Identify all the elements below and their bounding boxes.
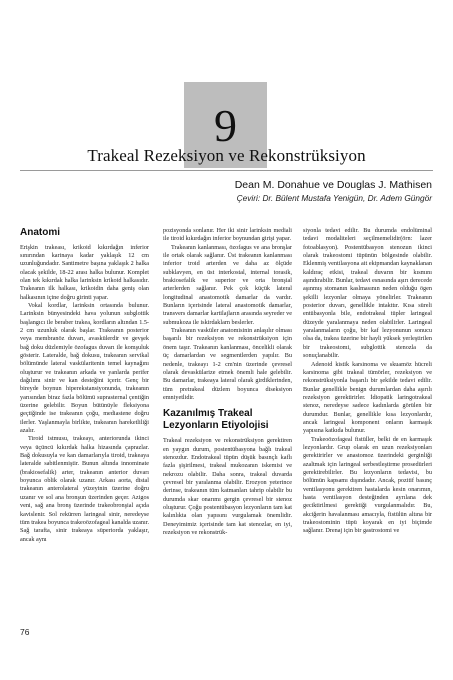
section-heading-etiology: Kazanılmış Trakeal Lezyonların Etiyolojisi [163,408,269,431]
chapter-translators: Çeviri: Dr. Bülent Mustafa Yenigün, Dr. Adem Güngör [236,193,432,203]
paragraph: Erişkin trakeası, krikoid kıkırdağın inferior sınırından karinaya kadar yaklaşık 12 cm uzunluğundadır. Santimetre başına yaklaşık 2 halka olacak şekilde, 18-22 arası halka bulunur. Komplet olan tek kıkırdak halka larinksin krikoid halkasıdır. Trakeanın ilk halkası, krikoidin daha geniş olan halkasının içine doğru girinti yapar. [20,243,149,301]
chapter-authors: Dean M. Donahue ve Douglas J. Mathisen [234,179,432,191]
chapter-number: 9 [214,99,237,151]
paragraph: Adenoid kistik karsinoma ve skuamöz hücreli karsinoma gibi trakeal tümörler, rezeksiyon ve rekonstrüksiyonla başarılı bir şekilde tedavi edilir. Bunlar genellikle benign durumlardan daha aşırılı rezeksiyon gerektirirler. İdiopatik laringotrakeal stenoz, neredeyse sadece kadınlarda görülen bir durumdur. Bunlar, genellikle kısa lezyonlardır, ancak laringeal komponent onların karmaşık yapısına katkıda bulunur. [303,360,432,435]
paragraph: Vokal kordlar, larinksin ortasında bulunur. Larinksin bünyesindeki hava yolunun subglottik başlangıcı ile beraber trakea, kordların altından 1.5-2 cm uzunluk olarak başlar. Trakeanın posterior veya membranöz duvarı, avaskülerdir ve gevşek bağ doku düzlemiyle özofagus duvarı ile komşuluk gösterir. Lateralde, bağ dokusu, trakeanın servikal bölümünde lateral vaskülaritenin temel kaynağını oluşturur ve trakeanın arkada ve yanlarda perifer dağılımı sinir ve kan desteğini içerir. Genç bir bireyde boynun hiperekstansiyonunda, trakeanın yarısından biraz fazla bölümü suprasternal çentiğin üzerine gelebilir. Boyun bütünüyle fleksiyona geçtiğinde ise trakeanın çoğu, mediastene doğru ilerler. Yaşlanmayla birlikte, trakeanın hareketliliği azalır. [20,301,149,435]
paragraph: pozisyonda sonlanır. Her iki sinir larinksin mediali ile tiroid kıkırdağın inferior boynundan girişi yapar. [163,227,292,243]
paragraph: Tiroid istmusu, trakeayı, anteriorunda ikinci veya üçüncü kıkırdak halka hizasında çaprazlar. Bağ dokusuyla ve kan damarlarıyla tiroid, trakeaya lateralde sabitlenmiştir. Bunun altında innominate (brakiosefalik) arter, trakeanın anterior duvarı boyunca oblik olarak uzanır. Arkası aorta, distal trakeanın anterolateral yüzeyinin üzerine doğru uzanır ve sol ana bronşun üzerinden geçer. Azigos veni, sağ ana bronş üzerinde trakeobronşial açıda kavislenir. Sol rekürren laringeal sinir, neredeyse tüm trakea boyunca trakeoözofageal kanalda uzanır. Sağ tarafta, sinir trakeaya süperiorda yaklaşır, ancak aynı [20,435,149,543]
paragraph: Trakeoözofageal fistüller, belki de en karmaşık lezyonlardır. Grup olarak en uzun rezeksiyonları gerektirirler ve anastomoz üzerindeki gerginliği azaltmak için laringeal serbestleştirme prosedürleri gerektirebilirler. Bu lezyonların tedavisi, bu bölümün kapsamı dışındadır. Ancak, pozitif basınç ventilasyonu gerektiren hastalarda kesin onarımın, hasta ventilasyon desteğinden ayrılana dek geciktirilmesi gerektiği vurgulanmalıdır. Bu, akciğerin havalanması amacıyla, fistülün altına bir trakeostominin tüpü koyarak en iyi biçimde sağlanır. Drenaj için bir gastrostomi ve [303,435,432,535]
text-column-left [20,227,149,620]
paragraph: siyonla tedavi edilir. Bu durumda endolüminal tedavi modaliteleri seçilmemelidir(örn: lazer fotoablasyon). Postentübasyon stenozun ikinci olarak trakeostomi tüpünün bölgesinde olabilir. Eklenmiş ventilasyona ait ekipmandan kaynaklanan kaldıraç etkisi, trakeal duvarın bir kısmını aşındırabilir. Bunlar, tedavi esnasında aşırı derecede aşınmış stomanın kaslmasının neden olduğu ögen şekilli lezyonlar olmaya yönelirler. Trakeanın posterior duvarı, genellikle intakttır. Kısa süreli entübasyonla bile, endotrakeal tüpler laringeal düzeyde yaralanmaya neden olabilirler. Laringeal yaralanmaların çoğu, bir kaf lezyonunun sonucu olsa da, trakea üzerine bir hayli yüksek yerleştirilen bir trakeostomi, subglottik stenozla da sonuçlanabilir. [303,227,432,360]
title-divider [20,170,433,171]
section-heading-anatomy: Anatomi [20,227,60,238]
paragraph: Trakeanın kanlanması, özofagus ve ana bronşlar ile ortak olarak sağlanır. Üst trakeanın kanlanması inferior troid arterden ve daha az ölçüde subklavyen, en üst interkostal, internal torasik, brakiosefalik ve superior ve orta bronşial arterlerden sağlanır. Pek çok küçük lateral longitudinal anastomotik damarlar da vardır. Bunların içerisinde lateral anastomotik damarlar, transvers damarlar kartilajların arasında seyreder ve submukoza ile iskirdaklarn beslerler. [163,243,292,326]
chapter-title: Trakeal Rezeksiyon ve Rekonstrüksiyon [87,146,366,165]
text-column-right [303,227,432,637]
paragraph: Trakeanın vasküler anatomisinin anlaşılır olması başarılı bir rezeksiyon ve rekonstrüksiyon için önem taşır. Trakeanın kanlanması, öncelikli olarak üç damarlardan ve segmentlerden yapılır. Bu nedenle, trakeayı 1-2 cm'nin üzerinde çevresel olarak devaskülarize etmek önemli hale gelebilir. Bu damarlar, trakeaya lateral olarak girdiklerinden, tüm pretrakeal düzlem boyunca diseksiyon emniyetlidir. [163,327,292,401]
text-column-middle [163,227,292,637]
page-number: 76 [20,627,30,637]
paragraph: Trakeal rezeksiyon ve rekonstrüksiyon gerektiren en yaygın durum, postentübasyona bağlı trakeal stenozdur. Endotrakeal tüpün düşük basınçlı kaflı fazla şişirilmesi, trakeal mukozanın iskemisi ve nekrozu olabilir. Daha sonra, trakeal duvarda çevresel bir yaralanma olabilir. Erozyon yeterince derinse, trakeanın tüm katmanları tahrip olabilir bu durumda skar onarımı gergin çevresel bir stenoz oluşturur. Çoğu postentübasyon lezyonların tam kat kalınlıkta olan yapısını vurgulamak önemlidir. Deneyimimiz içerisinde tam kat stenozlar, en iyi, rezeksiyon ve rekonstrük- [163,437,292,536]
